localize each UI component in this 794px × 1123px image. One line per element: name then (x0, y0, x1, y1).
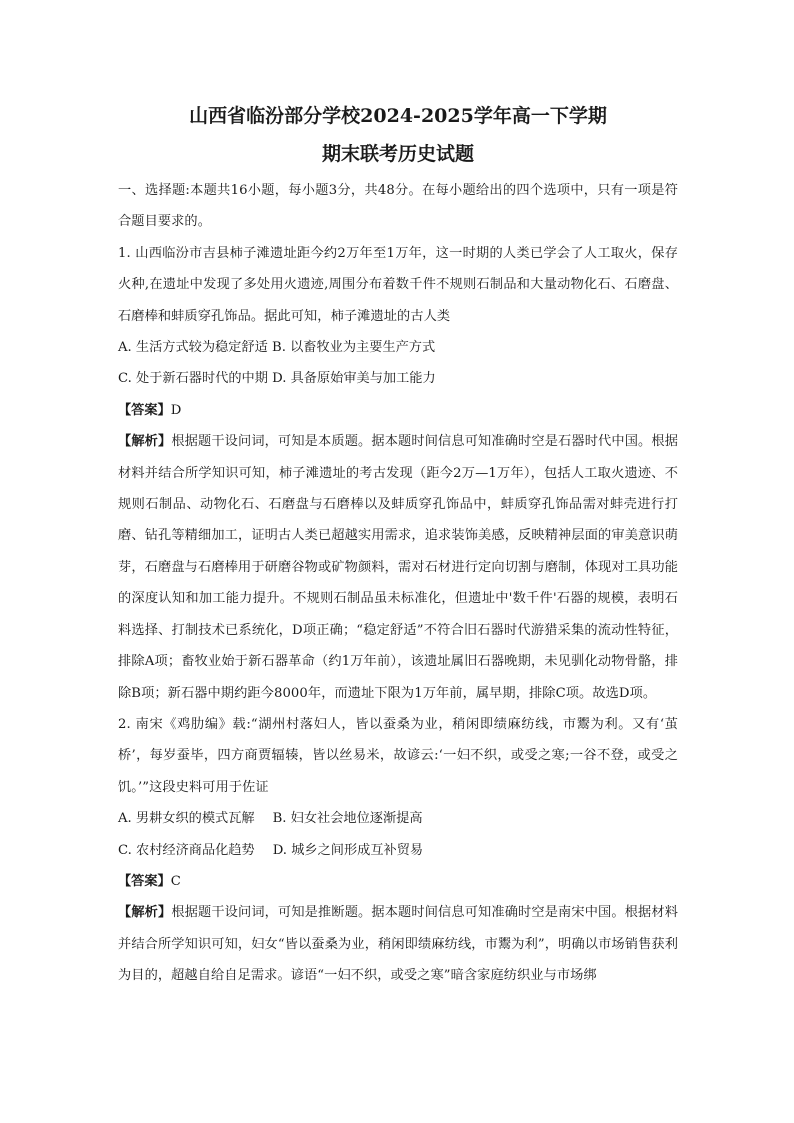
option-a: A. 男耕女织的模式瓦解 (118, 811, 255, 827)
option-b: B. 以畜牧业为主要生产方式 (272, 340, 436, 356)
document-page (118, 100, 678, 992)
analysis (118, 897, 678, 991)
analysis (118, 426, 678, 709)
question-stem: 2. 南宋《鸡肋编》载:“湖州村落妇人，皆以蚕桑为业，稍闲即绩麻纺线，市鬻为利。又有‘茧桥’，每岁蚕毕，四方商贾辐辏，皆以丝易米，故谚云:‘一妇不织，或受之寒;一谷不登，或受之饥。’”这段史料可用于佐证 (118, 716, 678, 795)
option-a: A. 生活方式较为稳定舒适 (118, 340, 268, 356)
analysis-text: 根据题干设问词，可知是本质题。据本题时间信息可知准确时空是石器时代中国。根据材料并结合所学知识可知，柿子滩遗址的考古发现（距今2万—1万年），包括人工取火遗迹、不规则石制品、动物化石、石磨盘与石磨棒以及蚌质穿孔饰品中，蚌质穿孔饰品需对蚌壳进行打磨、钻孔等精细加工，证明古人类已超越实用需求，追求装饰美感，反映精神层面的审美意识萌芽，石磨盘与石磨棒用于研磨谷物或矿物颜料，需对石材进行定向切割与磨制，体现对工具功能的深度认知和加工能力提升。不规则石制品虽未标准化，但遗址中'数千件'石器的规模，表明石料选择、打制技术已系统化，D项正确；“稳定舒适”不符合旧石器时代游猎采集的流动性特征，排除A项；畜牧业始于新石器革命（约1万年前），该遗址属旧石器晚期，未见驯化动物骨骼，排除B项；新石器中期约距今8000年，而遗址下限为1万年前，属早期，排除C项。故选D项。 (118, 434, 678, 701)
options-row (118, 803, 678, 834)
options-row (118, 835, 678, 866)
options-row (118, 332, 678, 363)
question-2 (118, 709, 678, 992)
option-d: D. 具备原始审美与加工能力 (272, 371, 436, 387)
option-d: D. 城乡之间形成互补贸易 (272, 842, 424, 858)
analysis-text: 根据题干设问词，可知是推断题。据本题时间信息可知准确时空是南宋中国。根据材料并结合所学知识可知，妇女“皆以蚕桑为业，稍闲即绩麻纺线，市鬻为利”，明确以市场销售获利为目的，超越自给自足需求。谚语“一妇不织，或受之寒”暗含家庭纺织业与市场绑 (118, 905, 678, 984)
document-title-line2: 期末联考历史试题 (321, 143, 474, 165)
analysis-label: 【解析】 (118, 434, 172, 450)
section-header: 一、选择题:本题共16小题，每小题3分，共48分。在每小题给出的四个选项中，只有一项是符合题目要求的。 (118, 183, 678, 230)
option-c: C. 农村经济商品化趋势 (118, 842, 255, 858)
options-row (118, 363, 678, 394)
answer-value: C (170, 873, 181, 889)
option-b: B. 妇女社会地位逐渐提高 (272, 811, 423, 827)
analysis-label: 【解析】 (118, 905, 172, 921)
answer-label: 【答案】 (118, 402, 171, 418)
question-1 (118, 238, 678, 709)
answer (118, 866, 678, 897)
document-title-line1: 山西省临汾部分学校2024-2025学年高一下学期 (189, 105, 607, 127)
question-stem: 1. 山西临汾市吉县柿子滩遗址距今约2万年至1万年，这一时期的人类已学会了人工取火，保存火种,在遗址中发现了多处用火遗迹,周围分布着数千件不规则石制品和大量动物化石、石磨盘、石磨棒和蚌质穿孔饰品。据此可知，柿子滩遗址的古人类 (118, 245, 678, 324)
answer-value: D (170, 402, 182, 418)
option-c: C. 处于新石器时代的中期 (118, 371, 268, 387)
answer-label: 【答案】 (118, 873, 171, 889)
answer (118, 395, 678, 426)
